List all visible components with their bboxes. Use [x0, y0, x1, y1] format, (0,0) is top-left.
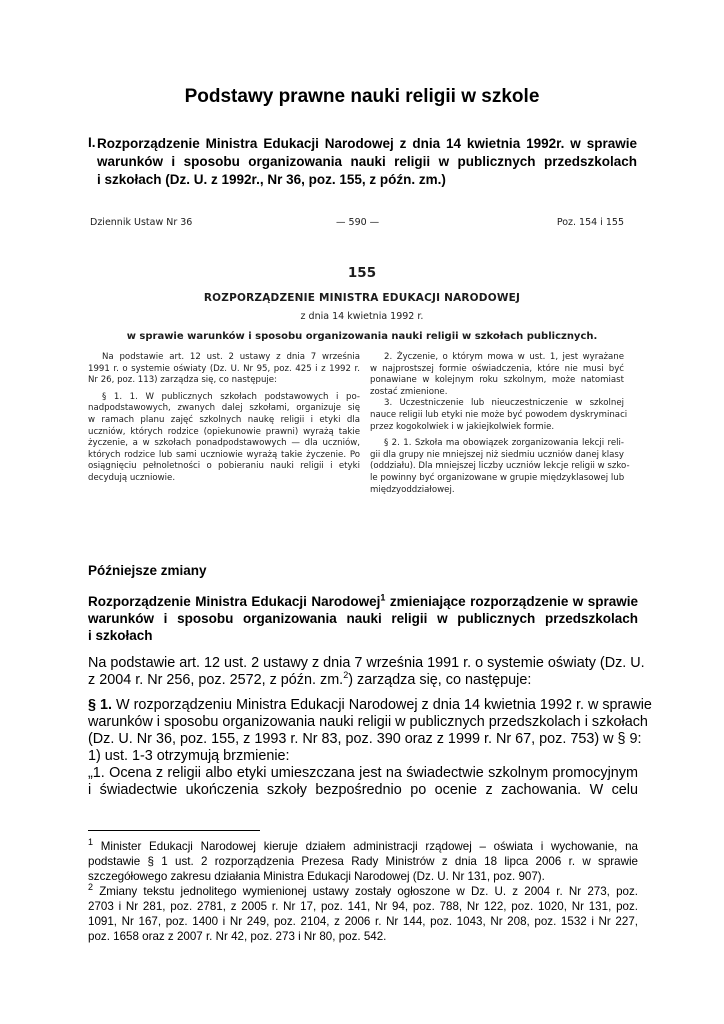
scan-line: 2. Życzenie, o którym mowa w ust. 1, jest wyrażane — [384, 352, 624, 362]
paragraph-line: „1. Ocena z religii albo etyki umieszczana jest na świadectwie szkolnym promocyjnym — [88, 765, 638, 781]
preamble — [88, 655, 645, 689]
footnote-divider — [88, 830, 260, 831]
scan-line: w najprostszej formie oświadczenia, które nie musi być — [370, 363, 624, 374]
paragraph-line: 1) ust. 1-3 otrzymują brzmienie: — [88, 748, 290, 764]
amendment-title-line: Rozporządzenie Ministra Edukacji Narodowej$^1$ zmieniające rozporządzenie w sprawie — [88, 592, 638, 609]
scan-line: le powinny być organizowane w grupie międzyklasowej lub — [370, 472, 625, 483]
scan-line: ponawiane w kolejnym roku szkolnym, może natomiast — [370, 375, 624, 386]
scan-line: nauce religii lub etyki nie może być powodem dyskryminaci — [370, 409, 628, 420]
scan-date: z dnia 14 kwietnia 1992 r. — [300, 311, 424, 322]
scan-subject: w sprawie warunków i sposobu organizowania nauki religii w szkołach publicznych. — [126, 331, 598, 342]
scan-line: przez kogokolwiek i w jakiejkolwiek formie. — [370, 421, 555, 432]
amendment-title-line: warunków i sposobu organizowania nauki religii w publicznych przedszkolach — [88, 611, 638, 626]
scan-item-number: 155 — [347, 265, 377, 281]
scan-line: międzyoddziałowej. — [370, 484, 455, 495]
later-changes-heading: Późniejsze zmiany — [88, 563, 207, 578]
section-number: I. — [88, 135, 96, 150]
scan-left-column — [88, 352, 360, 485]
scan-header-page: — 590 — — [336, 217, 380, 228]
scan-line: (oddziału). Dla mniejszej liczby uczniów lekcje religii w szko- — [370, 461, 630, 472]
section-heading-line: Rozporządzenie Ministra Edukacji Narodowej z dnia 14 kwietnia 1992r. w sprawie — [97, 136, 637, 151]
footnote-line: poz. 1658 oraz z 2007 r. Nr 42, poz. 273 i Nr 80, poz. 542. — [88, 930, 387, 943]
footnote-2 — [88, 884, 638, 944]
scan-line: których rodzice lub sami uczniowie wyrażą takie życzenie. Po — [88, 449, 360, 460]
paragraph-line: warunków i sposobu organizowania nauki religii w publicznych przedszkolach i szkołach — [88, 714, 648, 730]
amendment-title — [88, 593, 638, 644]
scan-line: 1991 r. o systemie oświaty (Dz. U. Nr 95, poz. 425 i z 1992 r. — [88, 363, 360, 374]
section-heading — [97, 135, 637, 189]
scan-line: zostać zmienione. — [370, 386, 448, 397]
paragraph-line: § 1. W rozporządzeniu Ministra Edukacji Narodowej z dnia 14 kwietnia 1992 r. w sprawie — [88, 697, 652, 713]
scan-line: nadpodstawowych, zwanych dalej szkołami, organizuje się — [88, 403, 360, 414]
scan-line: decydują uczniowie. — [88, 472, 176, 483]
scan-line: w ramach planu zajęć szkolnych naukę religii i etyki dla — [88, 414, 360, 425]
footnote-line: szczegółowego zakresu działania Ministra Edukacji Narodowej (Dz. U. Nr 131, poz. 907). — [88, 870, 545, 883]
scan-line: uczniów, których rodzice (opiekunowie prawni) wyrażą takie — [88, 426, 360, 437]
footnote-ref-2: 2 — [343, 670, 349, 681]
preamble-line: Na podstawie art. 12 ust. 2 ustawy z dnia 7 września 1991 r. o systemie oświaty (Dz. U. — [88, 655, 645, 671]
scan-line: 3. Uczestniczenie lub nieuczestniczenie w szkolnej — [384, 398, 624, 409]
page-title: Podstawy prawne nauki religii w szkole — [184, 86, 540, 107]
scan-line: gii dla grupy nie mniejszej niż siedmiu uczniów danej klasy — [370, 449, 624, 460]
scan-line: Na podstawie art. 12 ust. 2 ustawy z dnia 7 września — [102, 352, 360, 362]
scan-line: życzenie, a w szkołach ponadpodstawowych — dla uczniów, — [88, 438, 360, 449]
scan-title: ROZPORZĄDZENIE MINISTRA EDUKACJI NARODOWEJ — [203, 292, 521, 304]
footnote-line: podstawie § 1 ust. 2 rozporządzenia Prezesa Rady Ministrów z dnia 18 lipca 2006 r. w sprawie — [88, 855, 638, 868]
footnote-line: $^2$ Zmiany tekstu jednolitego wymienionej ustawy zostały ogłoszone w Dz. U. z 2004 r. Nr 273, poz. — [88, 882, 638, 898]
section-heading-line: warunków i sposobu organizowania nauki religii w publicznych przedszkolach — [97, 154, 637, 169]
footnote-line: $^1$ Minister Edukacji Narodowej kieruje działem administracji rządowej – oświata i wychowanie, na — [88, 837, 638, 853]
footnote-mark: 2 — [88, 882, 94, 893]
scan-line: Nr 26, poz. 113) zarządza się, co następuje: — [88, 375, 277, 386]
scan-header-right: Poz. 154 i 155 — [556, 217, 624, 228]
amendment-title-line: i szkołach — [88, 628, 153, 643]
paragraph-1 — [88, 697, 652, 799]
paragraph-line: (Dz. U. Nr 36, poz. 155, z 1993 r. Nr 83, poz. 390 oraz z 1999 r. Nr 67, poz. 753) w § 9: — [88, 731, 642, 747]
paragraph-line: i świadectwie ukończenia szkoły bezpośrednio po ocenie z zachowania. W celu — [88, 782, 638, 798]
section-heading-line: i szkołach (Dz. U. z 1992r., Nr 36, poz. 155, z późn. zm.) — [97, 172, 446, 187]
preamble-line: z 2004 r. Nr 256, poz. 2572, z późn. zm.$^2$) zarządza się, co następuje: — [88, 670, 532, 688]
scan-line: § 1. 1. W publicznych szkołach podstawowych i po- — [102, 391, 360, 402]
footnote-line: 2703 i Nr 281, poz. 2781, z 2005 r. Nr 17, poz. 141, Nr 94, poz. 788, Nr 122, poz. 1020, Nr 131, poz. — [88, 900, 638, 913]
footnote-line: 1091, Nr 167, poz. 1400 i Nr 249, poz. 2104, z 2006 r. Nr 144, poz. 1043, Nr 208, poz. 1532 i Nr 227, — [88, 915, 638, 928]
scan-line: § 2. 1. Szkoła ma obowiązek zorganizowania lekcji reli- — [384, 438, 624, 449]
paragraph-mark: § 1. — [88, 697, 113, 713]
scan-header-left: Dziennik Ustaw Nr 36 — [90, 217, 193, 228]
footnote-1 — [88, 839, 638, 884]
scan-line: osiągnięciu pełnoletności o pobieraniu nauki religii i etyki — [88, 461, 360, 472]
footnote-ref-1: 1 — [380, 592, 386, 603]
scan-right-column — [370, 352, 630, 496]
footnote-mark: 1 — [88, 837, 94, 848]
